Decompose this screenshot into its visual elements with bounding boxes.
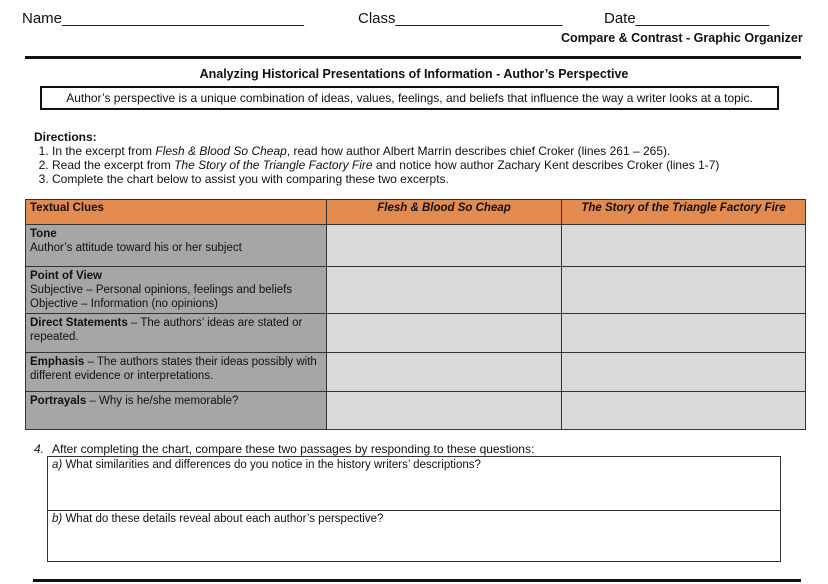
term: Direct Statements — [30, 317, 128, 329]
text: In the excerpt from — [52, 144, 156, 158]
name-field[interactable]: Name_____________________________ — [22, 10, 304, 27]
definition-box: Author’s perspective is a unique combination of ideas, values, feelings, and beliefs that influence the way a writer looks at a topic. — [40, 86, 779, 110]
text: Complete the chart below to assist you with comparing these two excerpts. — [52, 172, 449, 186]
worksheet-subtitle: Compare & Contrast - Graphic Organizer — [561, 31, 803, 45]
footer-divider — [33, 579, 801, 582]
answer-cell[interactable] — [327, 267, 562, 314]
answer-cell[interactable] — [327, 225, 562, 267]
header-flesh-blood: Flesh & Blood So Cheap — [327, 200, 562, 225]
desc: Author’s attitude toward his or her subject — [30, 242, 242, 254]
row-label — [26, 225, 327, 267]
answer-cell[interactable] — [327, 392, 562, 430]
q-number: 4. — [34, 442, 45, 456]
term: Point of View — [30, 270, 102, 282]
row-label — [26, 392, 327, 430]
table-row — [26, 392, 806, 430]
q-text: After completing the chart, compare these two passages by responding to these questions: — [52, 442, 535, 456]
answer-cell[interactable] — [562, 225, 806, 267]
date-field[interactable]: Date________________ — [604, 10, 770, 27]
answer-cell[interactable] — [562, 267, 806, 314]
answer-cell[interactable] — [327, 314, 562, 353]
class-field[interactable]: Class____________________ — [358, 10, 563, 27]
text: , read how author Albert Marrin describes chief Croker (lines 261 – 265). — [286, 144, 671, 158]
row-label — [26, 314, 327, 353]
row-label — [26, 267, 327, 314]
header-textual-clues: Textual Clues — [26, 200, 327, 225]
table-header-row — [26, 200, 806, 225]
answer-cell[interactable] — [562, 392, 806, 430]
direction-item — [52, 144, 719, 158]
direction-item — [52, 158, 719, 172]
header-divider — [25, 56, 801, 59]
text: and notice how author Zachary Kent describes Croker (lines 1-7) — [372, 158, 720, 172]
answer-cell[interactable] — [562, 353, 806, 392]
q-text: What do these details reveal about each author’s perspective? — [65, 513, 384, 525]
desc: – Why is he/she memorable? — [86, 395, 239, 407]
table-row — [26, 353, 806, 392]
answer-cell[interactable] — [327, 353, 562, 392]
desc: Subjective – Personal opinions, feelings and beliefs Objective – Information (no opinions) — [30, 284, 293, 310]
row-label — [26, 353, 327, 392]
question-4 — [34, 442, 534, 456]
directions — [34, 130, 719, 186]
term: Tone — [30, 228, 57, 240]
q-text: What similarities and differences do you notice in the history writers’ descriptions? — [65, 459, 481, 471]
table-row — [26, 225, 806, 267]
directions-label: Directions: — [34, 130, 97, 144]
header-triangle-fire: The Story of the Triangle Factory Fire — [562, 200, 806, 225]
term: Emphasis — [30, 356, 85, 368]
answer-box-b[interactable] — [47, 510, 781, 562]
q-label: a) — [52, 459, 63, 471]
page-title: Analyzing Historical Presentations of Information - Author’s Perspective — [199, 67, 629, 81]
answer-box-a[interactable] — [47, 456, 781, 511]
table-row — [26, 267, 806, 314]
desc: – The authors states their ideas possibly with different evidence or interpretations. — [30, 356, 317, 382]
book-title: The Story of the Triangle Factory Fire — [174, 158, 373, 172]
answer-cell[interactable] — [562, 314, 806, 353]
direction-item — [52, 172, 719, 186]
comparison-chart — [25, 199, 806, 430]
q-label: b) — [52, 513, 63, 525]
text: Read the excerpt from — [52, 158, 175, 172]
table-row — [26, 314, 806, 353]
desc: – The authors’ ideas are stated or repeated. — [30, 317, 303, 343]
term: Portrayals — [30, 395, 87, 407]
book-title: Flesh & Blood So Cheap — [155, 144, 287, 158]
